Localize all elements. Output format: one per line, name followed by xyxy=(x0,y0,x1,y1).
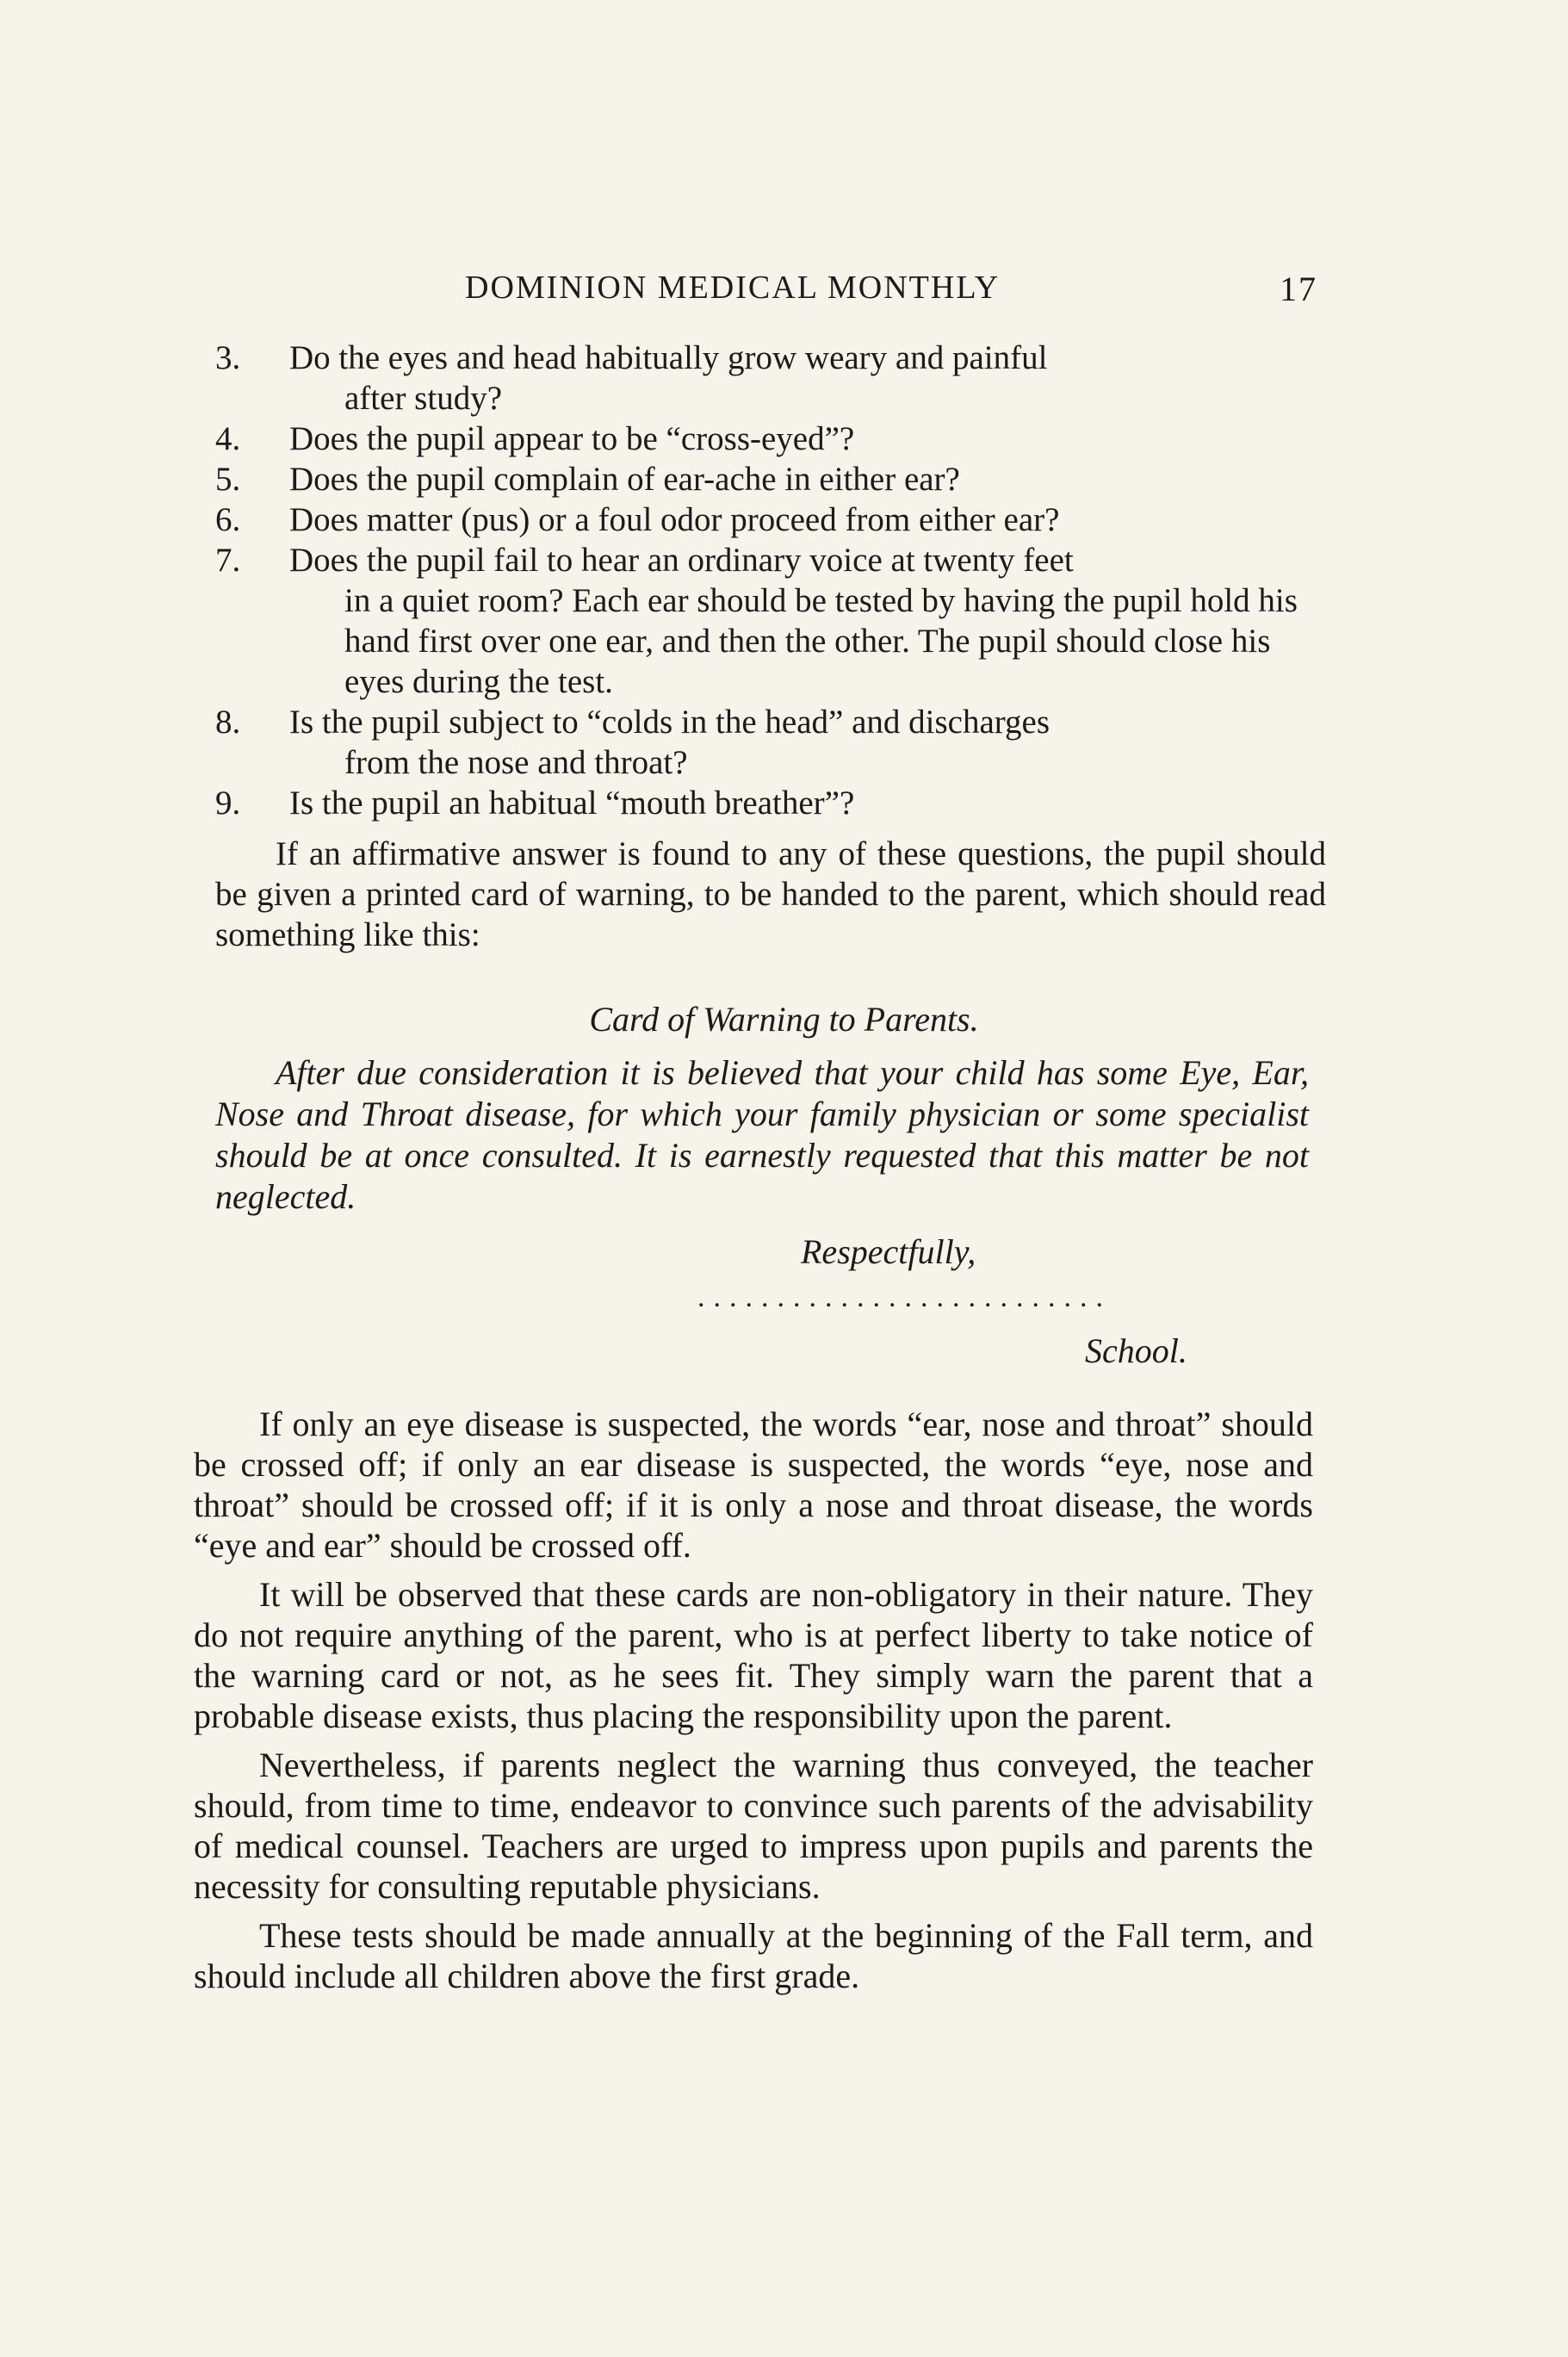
item-text: Does the pupil fail to hear an ordinary voice at twenty feet xyxy=(289,542,1074,579)
list-item xyxy=(215,783,1326,823)
card-closing: Respectfully, xyxy=(801,1232,976,1271)
journal-title: DOMINION MEDICAL MONTHLY xyxy=(465,270,1001,306)
item-number: 7. xyxy=(215,542,241,579)
paragraph: These tests should be made annually at the beginning of the Fall term, and should include all children above the first grade. xyxy=(194,1916,1313,1995)
item-text: Does matter (pus) or a foul odor proceed from either ear? xyxy=(289,501,1060,538)
page-number: 17 xyxy=(1280,270,1317,308)
item-continuation: in a quiet room? Each ear should be tested by having the pupil hold his hand first over one ear, and then the other. The pupil should close his eyes during the test. xyxy=(344,582,1298,700)
item-number: 5. xyxy=(215,461,241,498)
item-number: 3. xyxy=(215,339,241,376)
item-text: Is the pupil subject to “colds in the head” and discharges xyxy=(289,704,1050,741)
item-continuation: from the nose and throat? xyxy=(344,744,688,781)
body-text xyxy=(194,1404,1313,2005)
list-item xyxy=(215,419,1326,459)
list-item xyxy=(215,499,1326,540)
item-number: 9. xyxy=(215,785,241,822)
item-number: 4. xyxy=(215,420,241,457)
item-number: 6. xyxy=(215,501,241,538)
paragraph: If only an eye disease is suspected, the words “ear, nose and throat” should be crossed off; if only an ear disease is suspected, the words “eye, nose and throat” should be crossed off; if it is only a nose and throat disease, the words “eye and ear” should be crossed off. xyxy=(194,1405,1313,1565)
signature-line: .......................... xyxy=(697,1281,1112,1313)
intro-paragraph: If an affirmative answer is found to any of these questions, the pupil should be given a printed card of warning, to be handed to the parent, which should read something like this: xyxy=(215,835,1326,953)
card-title: Card of Warning to Parents. xyxy=(589,1000,979,1039)
paragraph: It will be observed that these cards are non-obligatory in their nature. They do not require anything of the parent, who is at perfect liberty to take notice of the warning card or not, as he sees fit. They simply warn the parent that a probable disease exists, thus placing the responsibility upon the parent. xyxy=(194,1575,1313,1735)
item-text: Do the eyes and head habitually grow weary and painful xyxy=(289,339,1048,376)
item-continuation: after study? xyxy=(344,380,503,417)
item-text: Does the pupil appear to be “cross-eyed”? xyxy=(289,420,855,457)
item-number: 8. xyxy=(215,704,241,741)
list-item xyxy=(215,540,1326,702)
paragraph: Nevertheless, if parents neglect the warning thus conveyed, the teacher should, from time to time, endeavor to convince such parents of the advisability of medical counsel. Teachers are urged to impress upon pupils and parents the necessity for consulting reputable physicians. xyxy=(194,1746,1313,1906)
card-school: School. xyxy=(1085,1331,1187,1370)
list-item xyxy=(215,338,1326,419)
list-item xyxy=(215,702,1326,783)
question-list xyxy=(215,338,1326,823)
list-item xyxy=(215,459,1326,499)
card-body: After due consideration it is believed that your child has some Eye, Ear, Nose and Throat disease, for which your family physician or some specialist should be at once consulted. It is earnestly requested that this matter be not neglected. xyxy=(215,1053,1309,1216)
item-text: Is the pupil an habitual “mouth breather”? xyxy=(289,785,855,822)
item-text: Does the pupil complain of ear-ache in either ear? xyxy=(289,461,960,498)
